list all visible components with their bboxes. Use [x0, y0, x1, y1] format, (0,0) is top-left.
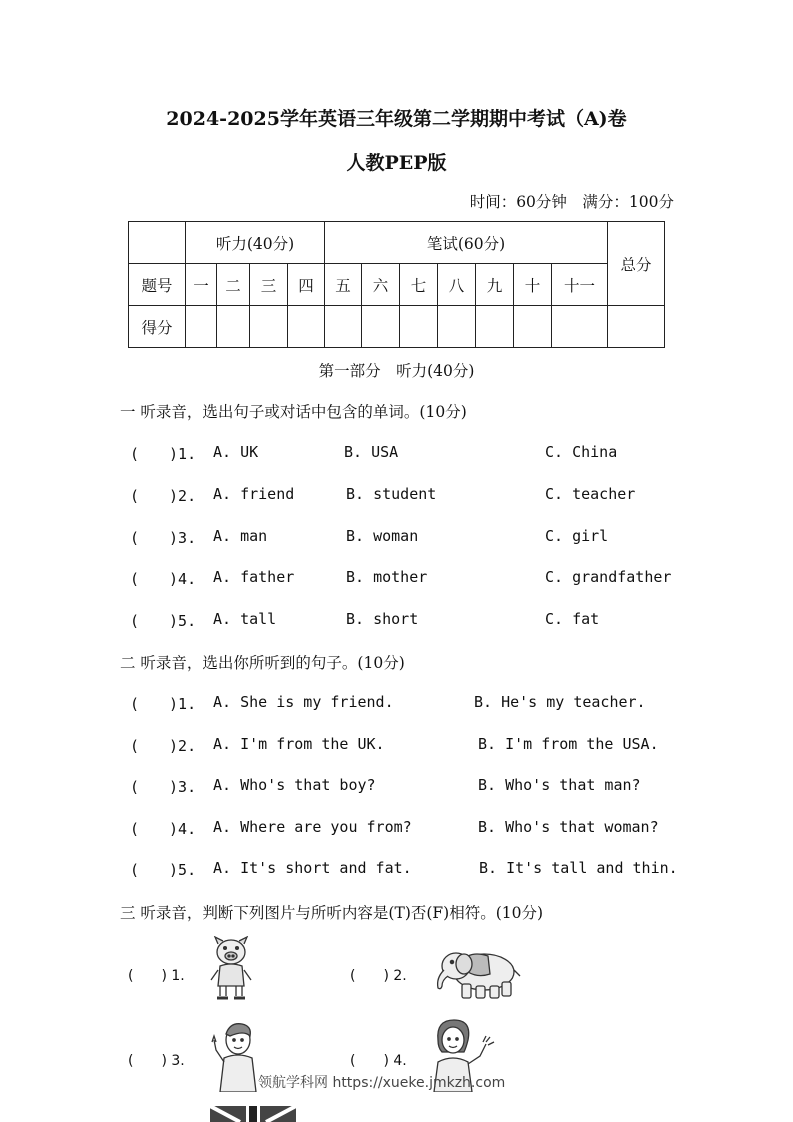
boy-waving-icon [208, 1020, 262, 1092]
score-table-corner [129, 222, 186, 264]
answer-blank[interactable]: ( )1. [130, 695, 197, 713]
answer-blank[interactable]: ( ) 4. [350, 1053, 407, 1069]
answer-blank[interactable]: ( )1. [130, 445, 197, 463]
part1-title: 第一部分 听力(40分) [318, 362, 475, 380]
answer-blank[interactable]: ( )3. [130, 778, 197, 796]
answer-blank[interactable]: ( ) 2. [350, 968, 407, 984]
score-cell[interactable] [217, 306, 250, 348]
col-number: 七 [400, 264, 438, 306]
option-a: A. UK [213, 443, 259, 461]
total-header: 总分 [608, 222, 665, 306]
answer-blank[interactable]: ( )5. [130, 861, 197, 879]
option-a: A. Where are you from? [213, 818, 412, 836]
answer-blank[interactable]: ( ) 3. [128, 1053, 185, 1069]
score-cell[interactable] [250, 306, 288, 348]
option-c: C. China [545, 443, 618, 461]
answer-blank[interactable]: ( )2. [130, 737, 197, 755]
score-cell[interactable] [362, 306, 400, 348]
option-b: B. It's tall and thin. [479, 859, 678, 877]
option-a: A. man [213, 527, 268, 545]
option-a: A. friend [213, 485, 295, 503]
score-cell[interactable] [608, 306, 665, 348]
row-label-score: 得分 [129, 306, 186, 348]
score-cell[interactable] [186, 306, 217, 348]
option-c: C. girl [545, 527, 609, 545]
answer-blank[interactable]: ( )2. [130, 487, 197, 505]
option-b: B. student [346, 485, 437, 503]
listening-header: 听力(40分) [186, 222, 325, 264]
score-table [128, 221, 665, 348]
score-cell[interactable] [552, 306, 608, 348]
section2-heading: 二 听录音，选出你所听到的句子。(10分) [120, 654, 405, 672]
exam-title: 2024-2025学年英语三年级第二学期期中考试（A)卷 [166, 108, 627, 130]
score-cell[interactable] [325, 306, 362, 348]
option-b: B. USA [344, 443, 399, 461]
col-number: 九 [476, 264, 514, 306]
option-a: A. father [213, 568, 295, 586]
score-cell[interactable] [400, 306, 438, 348]
col-number: 六 [362, 264, 400, 306]
option-b: B. He's my teacher. [474, 693, 646, 711]
uk-flag-icon [210, 1106, 296, 1122]
pig-character-icon [208, 936, 254, 1006]
option-a: A. tall [213, 610, 277, 628]
section3-heading: 三 听录音，判断下列图片与所听内容是(T)否(F)相符。(10分) [120, 904, 544, 922]
score-cell[interactable] [288, 306, 325, 348]
option-b: B. Who's that man? [478, 776, 641, 794]
exam-subtitle: 人教PEP版 [346, 152, 447, 174]
option-c: C. teacher [545, 485, 636, 503]
answer-blank[interactable]: ( )5. [130, 612, 197, 630]
option-b: B. woman [346, 527, 419, 545]
option-b: B. mother [346, 568, 428, 586]
option-a: A. She is my friend. [213, 693, 394, 711]
option-a: A. Who's that boy? [213, 776, 376, 794]
answer-blank[interactable]: ( ) 1. [128, 968, 185, 984]
option-b: B. short [346, 610, 419, 628]
col-number: 一 [186, 264, 217, 306]
col-number: 八 [438, 264, 476, 306]
elephant-icon [432, 942, 522, 1002]
watermark: 领航学科网 https://xueke.jmkzh.com [258, 1075, 506, 1091]
row-label-number: 题号 [129, 264, 186, 306]
section1-heading: 一 听录音，选出句子或对话中包含的单词。(10分) [120, 403, 467, 421]
col-number: 十一 [552, 264, 608, 306]
col-number: 五 [325, 264, 362, 306]
col-number: 四 [288, 264, 325, 306]
option-b: B. I'm from the USA. [478, 735, 659, 753]
col-number: 二 [217, 264, 250, 306]
answer-blank[interactable]: ( )3. [130, 529, 197, 547]
score-cell[interactable] [476, 306, 514, 348]
option-c: C. fat [545, 610, 600, 628]
answer-blank[interactable]: ( )4. [130, 570, 197, 588]
written-header: 笔试(60分) [325, 222, 608, 264]
option-a: A. I'm from the UK. [213, 735, 385, 753]
option-a: A. It's short and fat. [213, 859, 412, 877]
score-cell[interactable] [514, 306, 552, 348]
col-number: 三 [250, 264, 288, 306]
answer-blank[interactable]: ( )4. [130, 820, 197, 838]
option-b: B. Who's that woman? [478, 818, 659, 836]
col-number: 十 [514, 264, 552, 306]
time-info: 时间：60分钟 满分：100分 [469, 193, 674, 211]
score-cell[interactable] [438, 306, 476, 348]
option-c: C. grandfather [545, 568, 672, 586]
